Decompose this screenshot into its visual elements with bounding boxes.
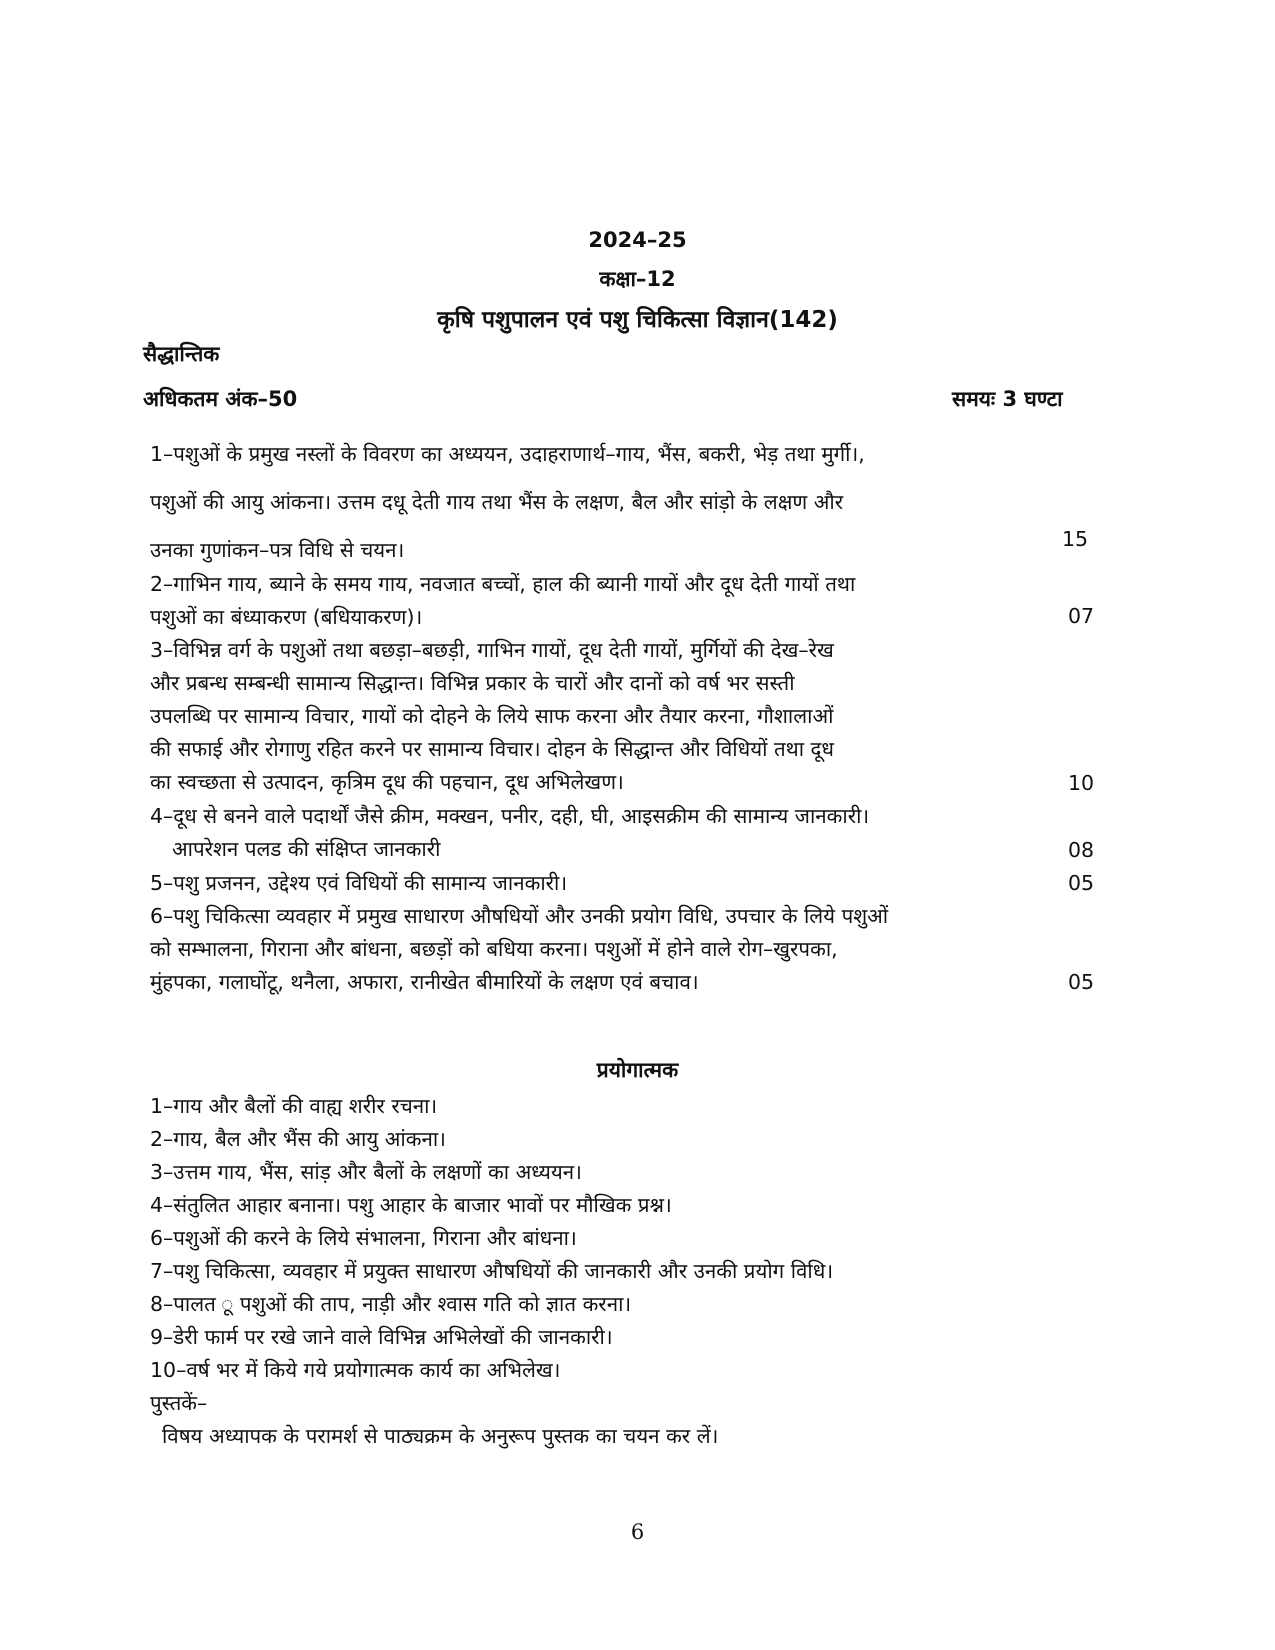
unit-line: 1–पशुओं के प्रमुख नस्लों के विवरण का अध्ययन, उदाहराणार्थ–गाय, भैंस, बकरी, भेड़ तथा मुर्गी।, [150,442,865,466]
unit-1-marks: 15 [1062,527,1089,551]
unit-line: की सफाई और रोगाणु रहित करने पर सामान्य विचार। दोहन के सिद्धान्त और विधियों तथा दूध [150,737,835,761]
class-label: कक्षा–12 [599,267,676,291]
practical-item: 3–उत्तम गाय, भैंस, सांड़ और बैलों के लक्षणों का अध्ययन। [150,1160,582,1184]
practical-heading: प्रयोगात्मक [596,1058,679,1082]
academic-year: 2024–25 [588,228,687,252]
unit-line: आपरेशन पलड की संक्षिप्त जानकारी [172,837,441,861]
unit-line: 2–गाभिन गाय, ब्याने के समय गाय, नवजात बच्चों, हाल की ब्यानी गायों और दूध देती गायों तथा [150,572,856,596]
theory-heading: सैद्धान्तिक [143,342,220,366]
theory-unit-3 [150,634,1180,799]
max-marks: अधिकतम अंक–50 [143,387,298,411]
practical-item: 7–पशु चिकित्सा, व्यवहार में प्रयुक्त साधारण औषधियों की जानकारी और उनकी प्रयोग विधि। [150,1259,834,1283]
unit-line: 5–पशु प्रजनन, उद्देश्य एवं विधियों की सामान्य जानकारी। [150,871,568,895]
page-number: 6 [630,1520,645,1544]
practical-item: 6–पशुओं की करने के लिये संभालना, गिराना और बांधना। [150,1226,577,1250]
unit-line: पशुओं का बंध्याकरण (बधियाकरण)। [150,605,423,629]
books-text: विषय अध्यापक के परामर्श से पाठ्यक्रम के अनुरूप पुस्तक का चयन कर लें। [162,1424,719,1448]
theory-unit-5 [150,867,1180,900]
practical-item: 10–वर्ष भर में किये गये प्रयोगात्मक कार्य का अभिलेख। [150,1358,561,1382]
unit-line: का स्वच्छता से उत्पादन, कृत्रिम दूध की पहचान, दूध अभिलेखण। [150,770,624,794]
unit-line: 3–विभिन्न वर्ग के पशुओं तथा बछड़ा–बछड़ी, गाभिन गायों, दूध देती गायों, मुर्गियों की देख–रेख [150,638,834,662]
practical-item: 4–संतुलित आहार बनाना। पशु आहार के बाजार भावों पर मौखिक प्रश्न। [150,1193,672,1217]
unit-line: उपलब्धि पर सामान्य विचार, गायों को दोहने के लिये साफ करना और तैयार करना, गौशालाओं [150,704,834,728]
theory-unit-6 [150,900,1180,999]
unit-line: उनका गुणांकन–पत्र विधि से चयन। [150,538,405,562]
unit-line: मुंहपका, गलाघोंटू, थनैला, अफारा, रानीखेत बीमारियों के लक्षण एवं बचाव। [150,970,699,994]
practical-item: 9–डेरी फार्म पर रखे जाने वाले विभिन्न अभिलेखों की जानकारी। [150,1325,613,1349]
unit-line: 4–दूध से बनने वाले पदार्थों जैसे क्रीम, मक्खन, पनीर, दही, घी, आइसक्रीम की सामान्य जानकारी। [150,804,870,828]
time-duration: समयः 3 घण्टा [952,387,1063,411]
practical-item: 8–पालत ू पशुओं की ताप, नाड़ी और श्वास गति को ज्ञात करना। [150,1292,632,1316]
subject-title: कृषि पशुपालन एवं पशु चिकित्सा विज्ञान(142) [437,307,838,333]
theory-unit-1 [150,430,1180,574]
books-heading: पुस्तकें– [150,1391,208,1415]
unit-4-marks: 08 [1068,838,1095,862]
unit-line: पशुओं की आयु आंकना। उत्तम दधू देती गाय तथा भैंस के लक्षण, बैल और सांड़ो के लक्षण और [150,490,844,514]
unit-3-marks: 10 [1068,771,1095,795]
unit-line: को सम्भालना, गिराना और बांधना, बछड़ों को बधिया करना। पशुओं में होने वाले रोग–खुरपका, [150,937,838,961]
unit-line: और प्रबन्ध सम्बन्धी सामान्य सिद्धान्त। विभिन्न प्रकार के चारों और दानों को वर्ष भर सस्ती [150,671,795,695]
unit-5-marks: 05 [1068,871,1095,895]
unit-6-marks: 05 [1068,970,1095,994]
theory-unit-4 [150,800,1180,866]
unit-2-marks: 07 [1068,604,1095,628]
practical-item: 1–गाय और बैलों की वाह्य शरीर रचना। [150,1094,438,1118]
theory-unit-2 [150,568,1180,634]
practical-list [150,1090,1200,1453]
unit-line: 6–पशु चिकित्सा व्यवहार में प्रमुख साधारण औषधियों और उनकी प्रयोग विधि, उपचार के लिये पशुओं [150,904,889,928]
practical-item: 2–गाय, बैल और भैंस की आयु आंकना। [150,1127,446,1151]
